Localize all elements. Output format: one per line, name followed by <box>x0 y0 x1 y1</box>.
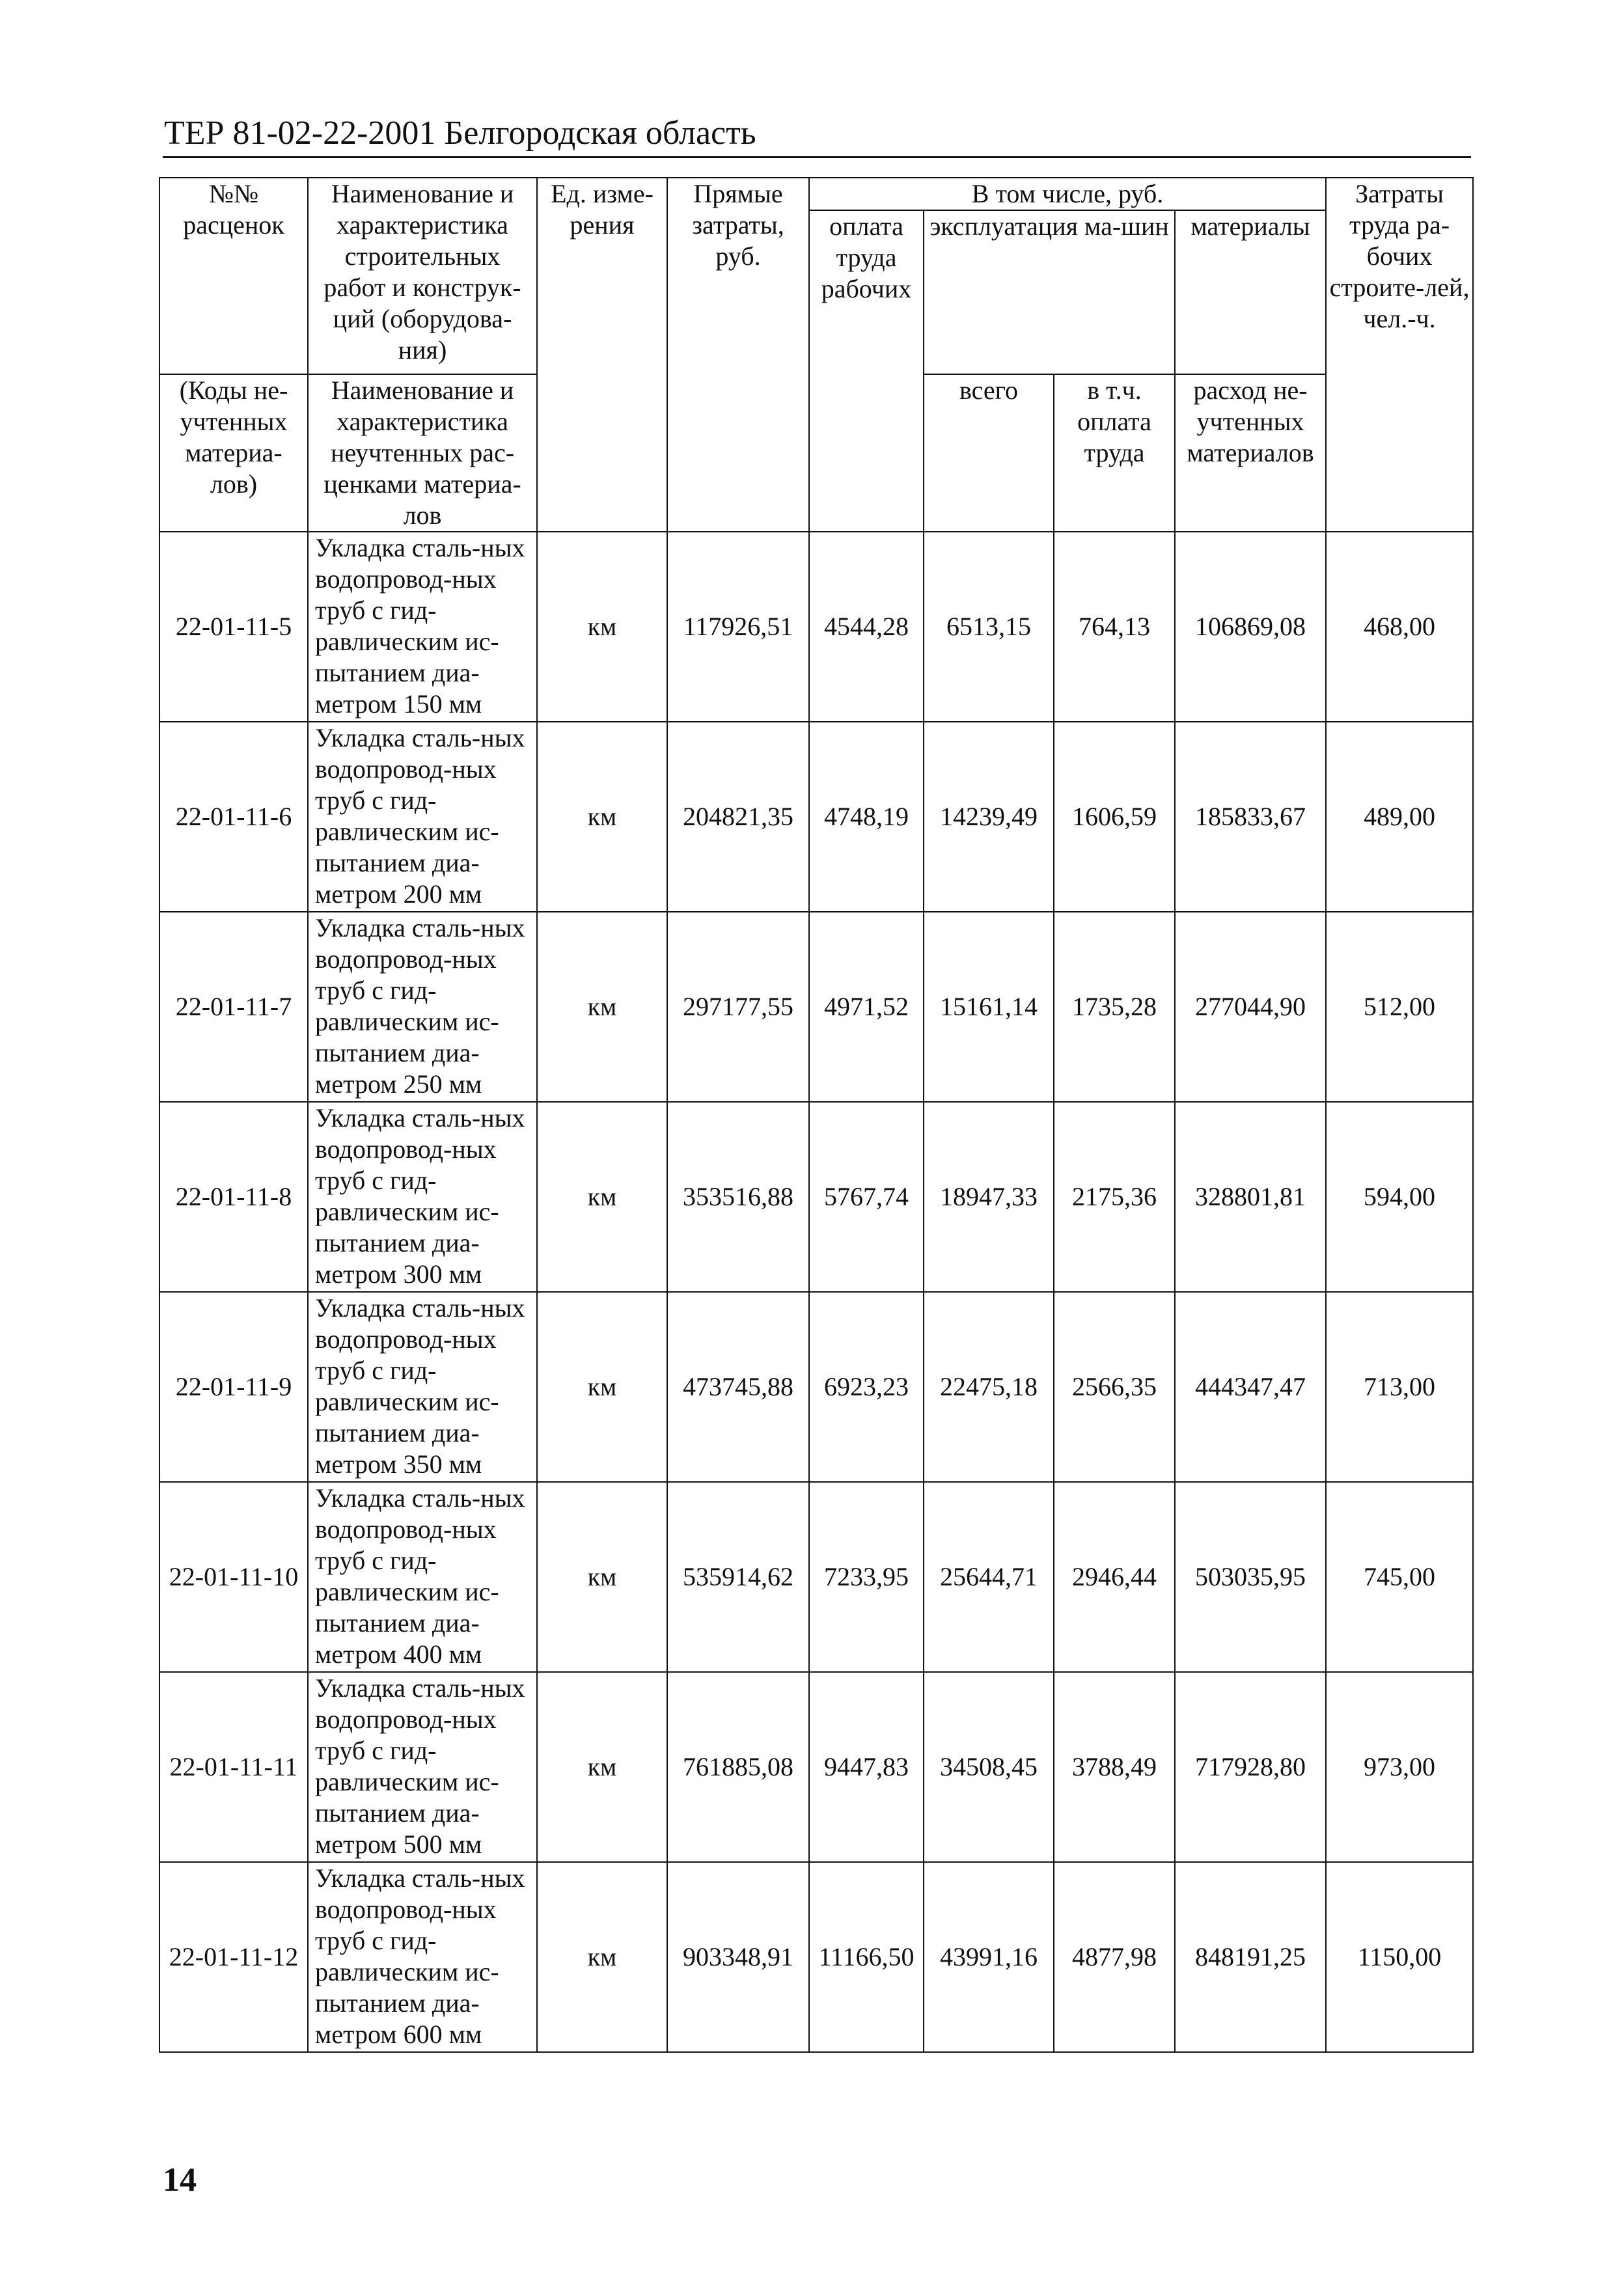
table-row <box>159 1102 1473 1292</box>
machine-labor: 2946,44 <box>1054 1482 1175 1672</box>
labor-hours: 512,00 <box>1326 912 1473 1102</box>
machine-total: 18947,33 <box>924 1102 1054 1292</box>
rate-code: 22-01-11-12 <box>159 1862 308 2052</box>
machine-total: 14239,49 <box>924 722 1054 912</box>
materials: 848191,25 <box>1175 1862 1326 2052</box>
rate-code: 22-01-11-6 <box>159 722 308 912</box>
machine-total: 15161,14 <box>924 912 1054 1102</box>
machine-labor: 2566,35 <box>1054 1292 1175 1482</box>
table-row <box>159 1482 1473 1672</box>
labor-pay: 5767,74 <box>809 1102 924 1292</box>
materials: 277044,90 <box>1175 912 1326 1102</box>
header-direct-costs: Прямые затраты, руб. <box>667 178 809 532</box>
rate-code: 22-01-11-5 <box>159 532 308 722</box>
labor-hours: 745,00 <box>1326 1482 1473 1672</box>
work-name: Укладка сталь-ных водопровод-ных труб с гид-равлическим ис-пытанием диа-метром 400 мм <box>308 1482 537 1672</box>
labor-pay: 4971,52 <box>809 912 924 1102</box>
header-labor-pay: оплата труда рабочих <box>809 210 924 532</box>
header-machine-operation: эксплуатация ма-шин <box>924 210 1175 374</box>
direct-costs: 473745,88 <box>667 1292 809 1482</box>
header-unit: Ед. изме-рения <box>537 178 667 532</box>
direct-costs: 903348,91 <box>667 1862 809 2052</box>
unit: км <box>537 1862 667 2052</box>
unit: км <box>537 532 667 722</box>
work-name: Укладка сталь-ных водопровод-ных труб с гид-равлическим ис-пытанием диа-метром 250 мм <box>308 912 537 1102</box>
unit: км <box>537 722 667 912</box>
header-machine-total: всего <box>924 374 1054 532</box>
materials: 106869,08 <box>1175 532 1326 722</box>
page-header <box>163 111 1471 158</box>
direct-costs: 297177,55 <box>667 912 809 1102</box>
labor-pay: 4748,19 <box>809 722 924 912</box>
work-name: Укладка сталь-ных водопровод-ных труб с гид-равлическим ис-пытанием диа-метром 600 мм <box>308 1862 537 2052</box>
unit: км <box>537 1482 667 1672</box>
header-name: Наименование и характеристика строительных работ и конструк-ций (оборудова-ния) <box>308 178 537 374</box>
table-row <box>159 1672 1473 1862</box>
rate-code: 22-01-11-11 <box>159 1672 308 1862</box>
materials: 328801,81 <box>1175 1102 1326 1292</box>
rate-code: 22-01-11-10 <box>159 1482 308 1672</box>
materials: 717928,80 <box>1175 1672 1326 1862</box>
unit: км <box>537 912 667 1102</box>
labor-pay: 9447,83 <box>809 1672 924 1862</box>
table-row <box>159 722 1473 912</box>
machine-labor: 3788,49 <box>1054 1672 1175 1862</box>
rate-code: 22-01-11-9 <box>159 1292 308 1482</box>
page-number: 14 <box>163 2161 197 2199</box>
machine-labor: 2175,36 <box>1054 1102 1175 1292</box>
unit: км <box>537 1102 667 1292</box>
work-name: Укладка сталь-ных водопровод-ных труб с гид-равлическим ис-пытанием диа-метром 500 мм <box>308 1672 537 1862</box>
machine-labor: 4877,98 <box>1054 1862 1175 2052</box>
machine-labor: 1606,59 <box>1054 722 1175 912</box>
table-row <box>159 1862 1473 2052</box>
labor-pay: 11166,50 <box>809 1862 924 2052</box>
machine-total: 43991,16 <box>924 1862 1054 2052</box>
header-materials: материалы <box>1175 210 1326 374</box>
materials: 185833,67 <box>1175 722 1326 912</box>
table-row <box>159 1292 1473 1482</box>
direct-costs: 535914,62 <box>667 1482 809 1672</box>
header-materials-unaccounted: расход не-учтенных материалов <box>1175 374 1326 532</box>
machine-labor: 764,13 <box>1054 532 1175 722</box>
header-code: №№ расценок <box>159 178 308 374</box>
header-labor-costs: Затраты труда ра-бочих строите-лей, чел.-ч. <box>1326 178 1473 532</box>
materials: 503035,95 <box>1175 1482 1326 1672</box>
labor-pay: 4544,28 <box>809 532 924 722</box>
rates-table <box>159 177 1474 2053</box>
machine-total: 6513,15 <box>924 532 1054 722</box>
machine-total: 34508,45 <box>924 1672 1054 1862</box>
direct-costs: 761885,08 <box>667 1672 809 1862</box>
labor-pay: 7233,95 <box>809 1482 924 1672</box>
rate-code: 22-01-11-8 <box>159 1102 308 1292</box>
machine-total: 25644,71 <box>924 1482 1054 1672</box>
rate-code: 22-01-11-7 <box>159 912 308 1102</box>
header-code-unaccounted: (Коды не-учтенных материа-лов) <box>159 374 308 532</box>
labor-hours: 489,00 <box>1326 722 1473 912</box>
unit: км <box>537 1292 667 1482</box>
header-row <box>159 178 1473 210</box>
direct-costs: 204821,35 <box>667 722 809 912</box>
labor-hours: 468,00 <box>1326 532 1473 722</box>
work-name: Укладка сталь-ных водопровод-ных труб с гид-равлическим ис-пытанием диа-метром 300 мм <box>308 1102 537 1292</box>
labor-hours: 713,00 <box>1326 1292 1473 1482</box>
work-name: Укладка сталь-ных водопровод-ных труб с гид-равлическим ис-пытанием диа-метром 200 мм <box>308 722 537 912</box>
work-name: Укладка сталь-ных водопровод-ных труб с гид-равлическим ис-пытанием диа-метром 150 мм <box>308 532 537 722</box>
materials: 444347,47 <box>1175 1292 1326 1482</box>
table-row <box>159 912 1473 1102</box>
work-name: Укладка сталь-ных водопровод-ных труб с гид-равлическим ис-пытанием диа-метром 350 мм <box>308 1292 537 1482</box>
table-row <box>159 532 1473 722</box>
labor-pay: 6923,23 <box>809 1292 924 1482</box>
labor-hours: 1150,00 <box>1326 1862 1473 2052</box>
header-name-unaccounted: Наименование и характеристика неучтенных рас-ценками материа-лов <box>308 374 537 532</box>
machine-labor: 1735,28 <box>1054 912 1175 1102</box>
direct-costs: 353516,88 <box>667 1102 809 1292</box>
machine-total: 22475,18 <box>924 1292 1054 1482</box>
header-including: В том числе, руб. <box>809 178 1326 210</box>
unit: км <box>537 1672 667 1862</box>
labor-hours: 973,00 <box>1326 1672 1473 1862</box>
document-title: ТЕР 81-02-22-2001 Белгородская область <box>164 115 756 152</box>
header-machine-labor: в т.ч. оплата труда <box>1054 374 1175 532</box>
direct-costs: 117926,51 <box>667 532 809 722</box>
labor-hours: 594,00 <box>1326 1102 1473 1292</box>
